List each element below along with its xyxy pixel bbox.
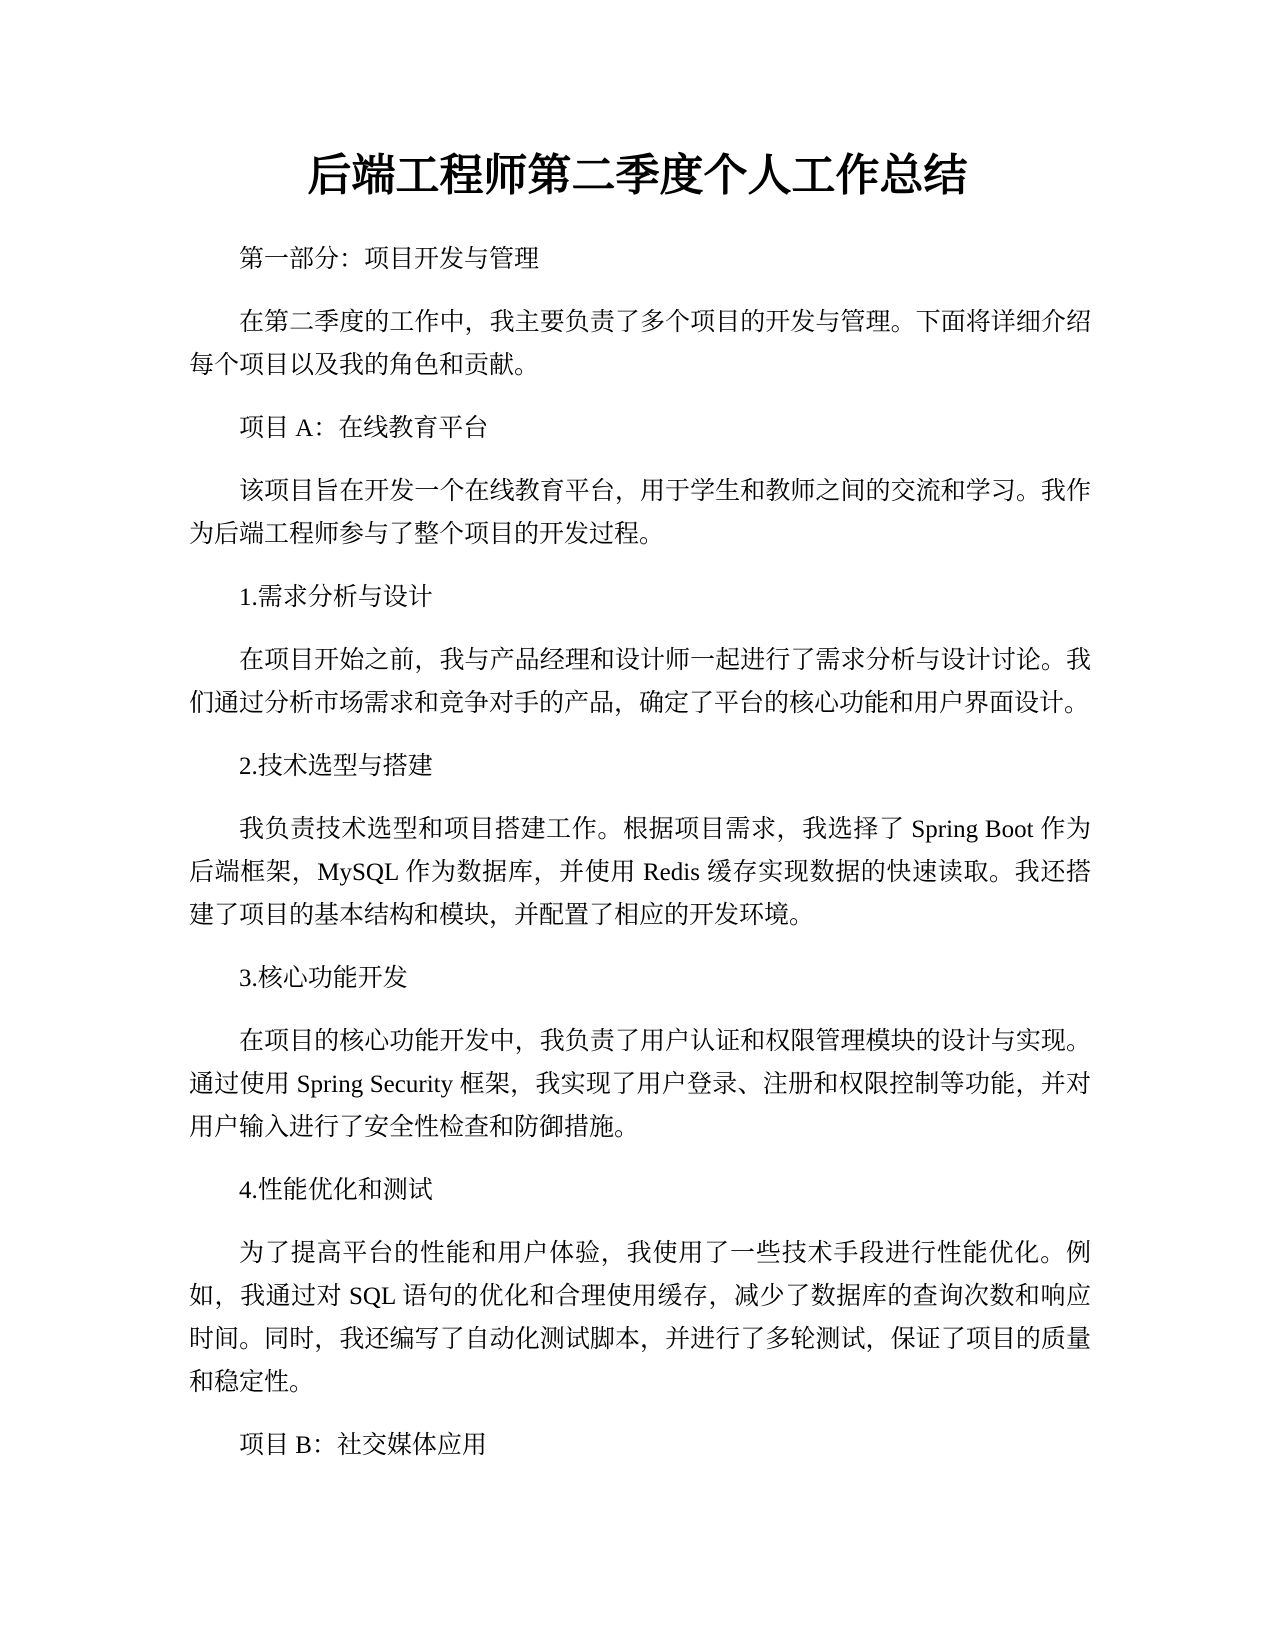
section-heading: 第一部分：项目开发与管理 [239,246,540,273]
paragraph: 为了提高平台的性能和用户体验，我使用了一些技术手段进行性能优化。例如，我通过对 SQL 语句的优化和合理使用缓存，减少了数据库的查询次数和响应时间。同时，我还编写了自动化测试脚本，并进行了多轮测试，保证了项目的质量和稳定性。 [189,1240,1091,1396]
paragraph: 在项目的核心功能开发中，我负责了用户认证和权限管理模块的设计与实现。通过使用 Spring Security 框架，我实现了用户登录、注册和权限控制等功能，并对用户输入进行了安全性检查和防御措施。 [189,1028,1091,1141]
subsection-heading: 2.技术选型与搭建 [239,753,433,780]
paragraph: 在第二季度的工作中，我主要负责了多个项目的开发与管理。下面将详细介绍每个项目以及我的角色和贡献。 [189,309,1091,379]
subsection-heading: 1.需求分析与设计 [239,584,433,611]
paragraph: 在项目开始之前，我与产品经理和设计师一起进行了需求分析与设计讨论。我们通过分析市场需求和竞争对手的产品，确定了平台的核心功能和用户界面设计。 [189,647,1091,717]
subsection-heading: 4.性能优化和测试 [239,1177,433,1204]
project-heading: 项目 A：在线教育平台 [239,415,489,442]
paragraph: 该项目旨在开发一个在线教育平台，用于学生和教师之间的交流和学习。我作为后端工程师参与了整个项目的开发过程。 [189,478,1091,548]
document-title: 后端工程师第二季度个人工作总结 [307,150,968,201]
project-heading: 项目 B：社交媒体应用 [239,1432,487,1459]
document-body [189,238,1091,1487]
paragraph: 我负责技术选型和项目搭建工作。根据项目需求，我选择了 Spring Boot 作为后端框架，MySQL 作为数据库，并使用 Redis 缓存实现数据的快速读取。我还搭建了项目的基本结构和模块，并配置了相应的开发环境。 [189,816,1091,929]
subsection-heading: 3.核心功能开发 [239,965,408,992]
